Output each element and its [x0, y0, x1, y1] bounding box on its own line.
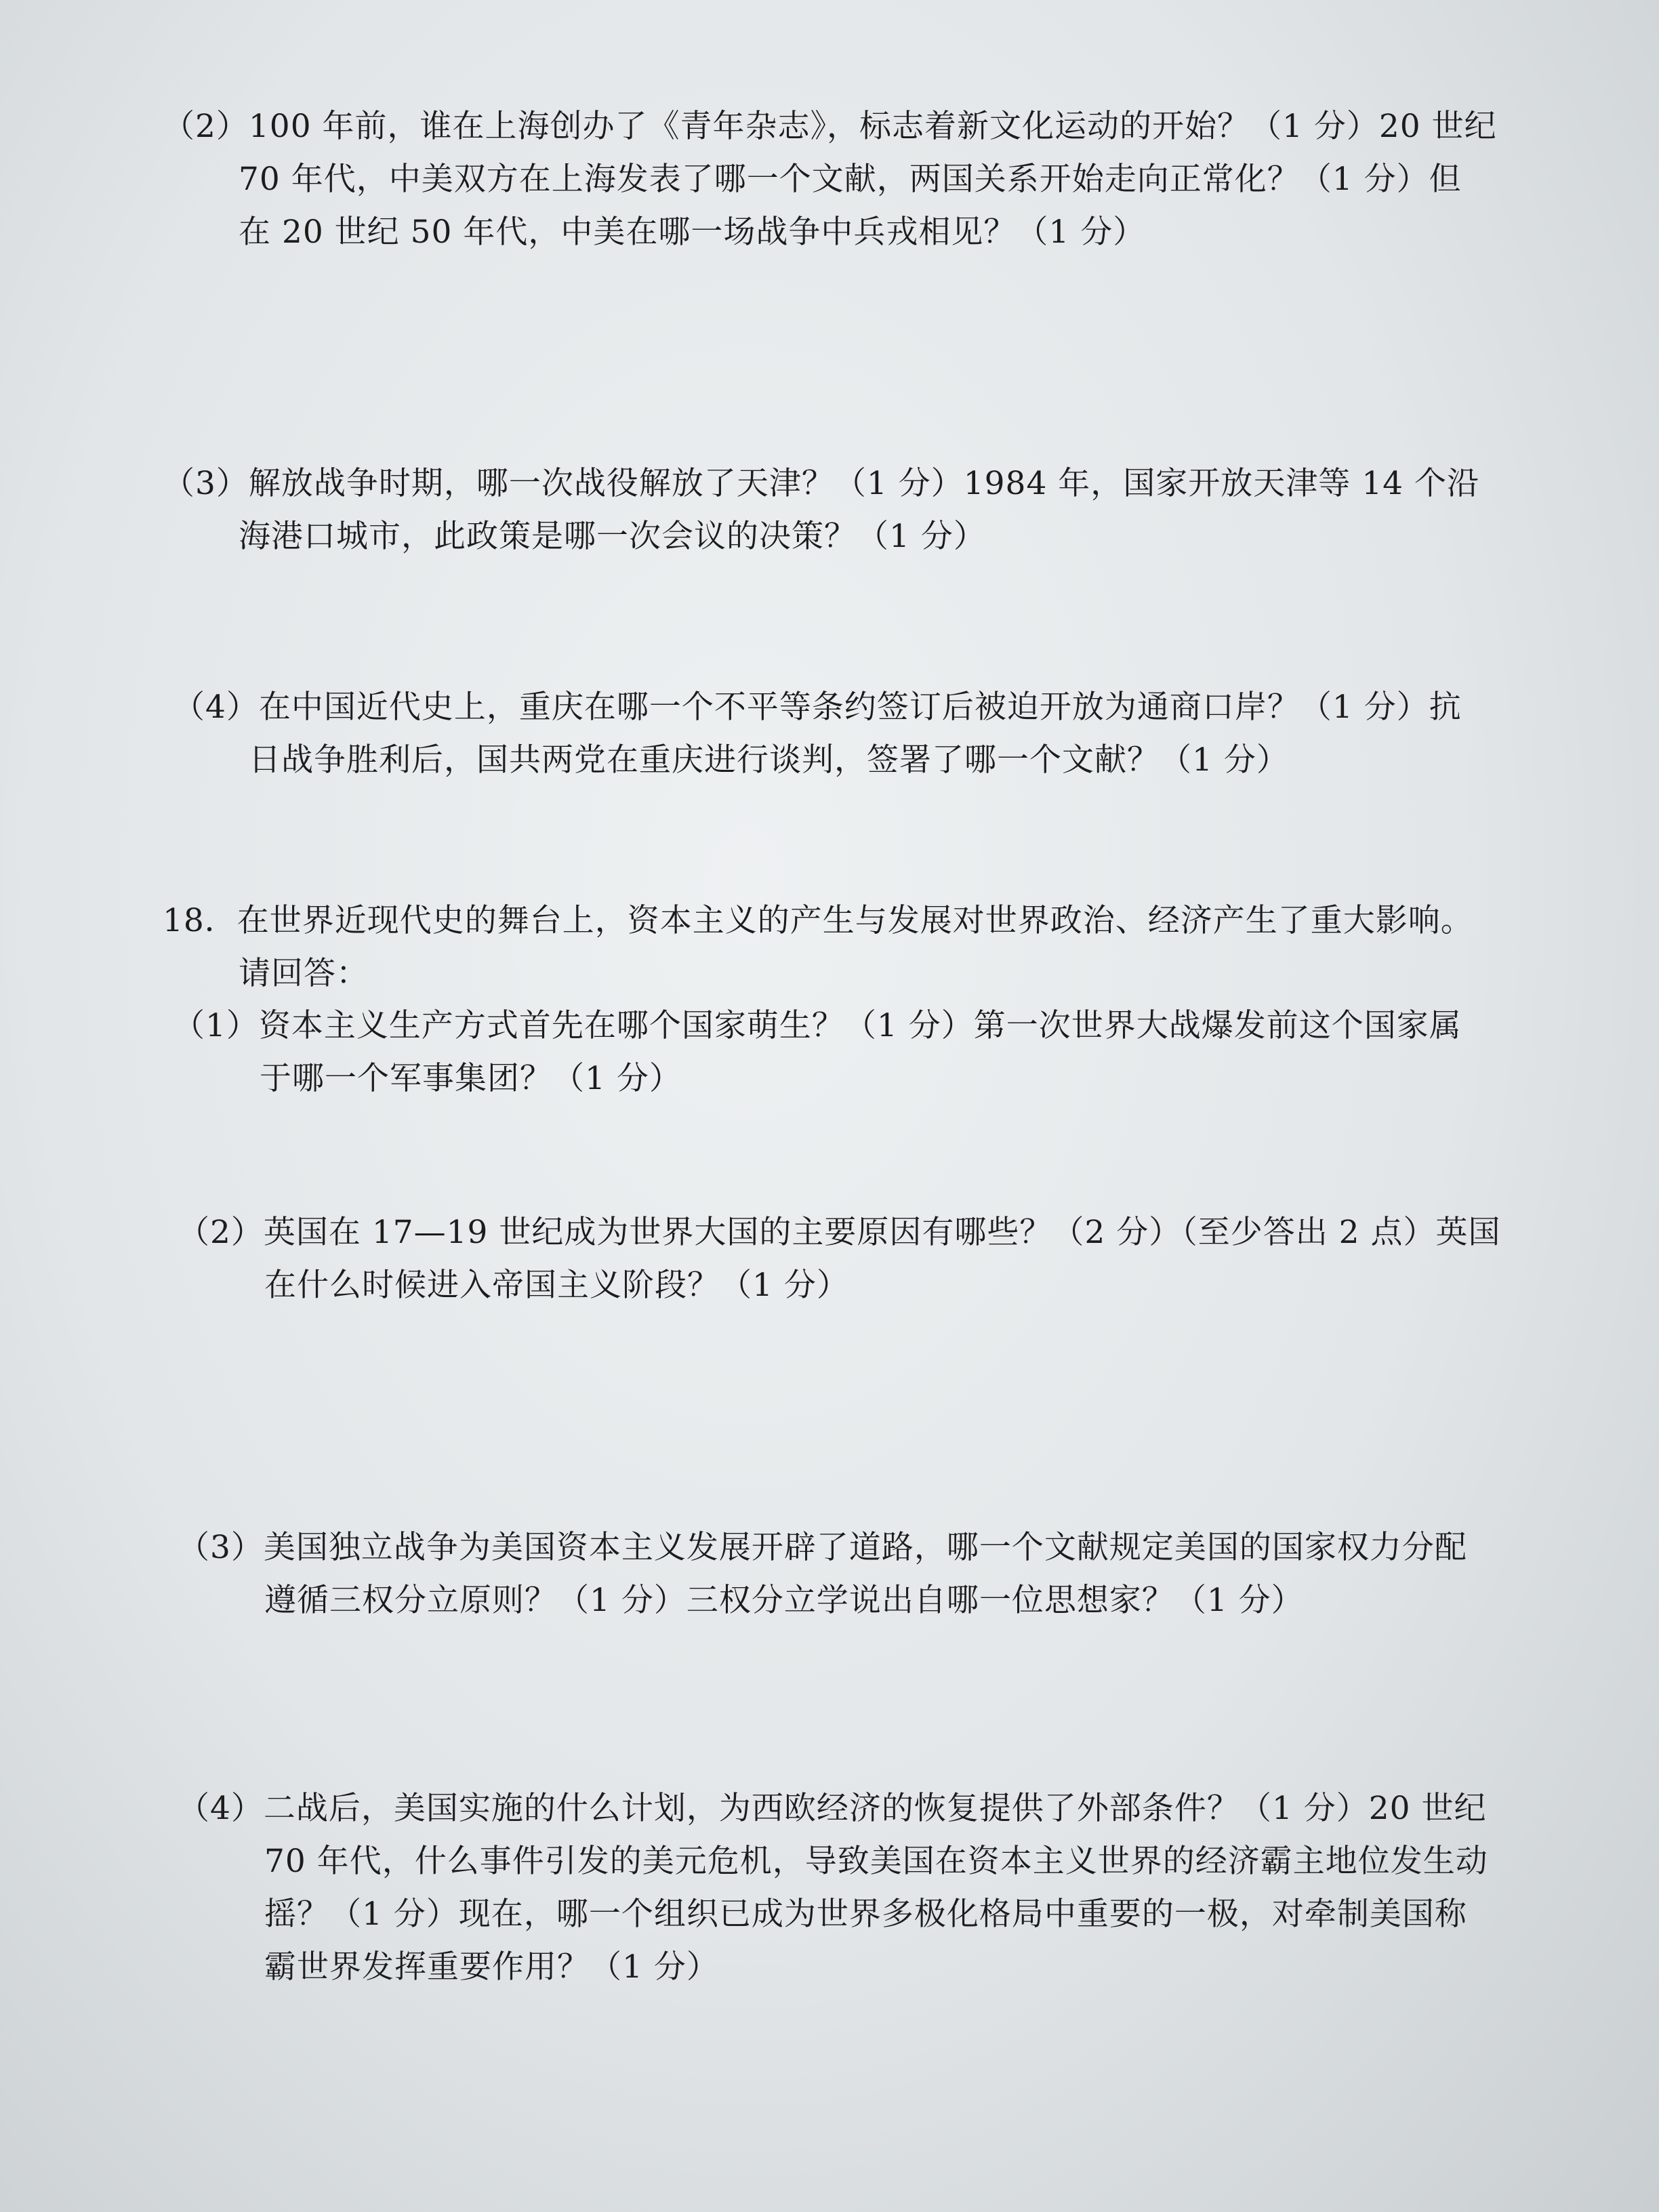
- question-line: 海港口城市，此政策是哪一次会议的决策？（1 分）: [239, 518, 986, 555]
- question-line: 70 年代，什么事件引发的美元危机，导致美国在资本主义世界的经济霸主地位发生动: [264, 1843, 1488, 1880]
- question-line: 于哪一个军事集团？（1 分）: [260, 1060, 682, 1097]
- question-17-part-2: [163, 100, 1497, 259]
- question-line: 70 年代，中美双方在上海发表了哪一个文献，两国关系开始走向正常化？（1 分）但: [239, 161, 1462, 198]
- question-line: 请回答：: [239, 955, 369, 992]
- question-line: （3）美国独立战争为美国资本主义发展开辟了道路，哪一个文献规定美国的国家权力分配: [178, 1529, 1467, 1566]
- question-line: 在 20 世纪 50 年代，中美在哪一场战争中兵戎相见？（1 分）: [239, 213, 1146, 251]
- question-18-part-4: [178, 1782, 1488, 1994]
- question-17-part-4: [173, 681, 1462, 787]
- question-18-part-2: [178, 1206, 1501, 1312]
- question-line: （4）二战后，美国实施的什么计划，为西欧经济的恢复提供了外部条件？（1 分）20 世纪: [178, 1790, 1487, 1827]
- question-line: 在什么时候进入帝国主义阶段？（1 分）: [264, 1267, 849, 1304]
- question-line: 霸世界发挥重要作用？（1 分）: [264, 1948, 719, 1986]
- question-line: （2）英国在 17—19 世纪成为世界大国的主要原因有哪些？（2 分）（至少答出 2 点）英国: [178, 1214, 1501, 1251]
- question-18-part-1: [173, 1000, 1462, 1105]
- question-17-part-3: [163, 457, 1479, 563]
- question-line: （2）100 年前，谁在上海创办了《青年杂志》，标志着新文化运动的开始？（1 分）20 世纪: [163, 108, 1497, 145]
- question-line: 摇？（1 分）现在，哪一个组织已成为世界多极化格局中重要的一极，对牵制美国称: [264, 1896, 1467, 1933]
- question-line: （3）解放战争时期，哪一次战役解放了天津？（1 分）1984 年，国家开放天津等 14 个沿: [163, 465, 1479, 502]
- question-line: 遵循三权分立原则？（1 分）三权分立学说出自哪一位思想家？（1 分）: [264, 1582, 1304, 1619]
- question-line: （4）在中国近代史上，重庆在哪一个不平等条约签订后被迫开放为通商口岸？（1 分）抗: [173, 689, 1462, 726]
- question-line: 日战争胜利后，国共两党在重庆进行谈判，签署了哪一个文献？（1 分）: [249, 741, 1289, 779]
- question-18-part-3: [178, 1521, 1467, 1627]
- question-18-stem: [163, 895, 1473, 1000]
- question-line: 18．在世界近现代史的舞台上，资本主义的产生与发展对世界政治、经济产生了重大影响。: [163, 902, 1473, 939]
- question-line: （1）资本主义生产方式首先在哪个国家萌生？（1 分）第一次世界大战爆发前这个国家属: [173, 1007, 1462, 1044]
